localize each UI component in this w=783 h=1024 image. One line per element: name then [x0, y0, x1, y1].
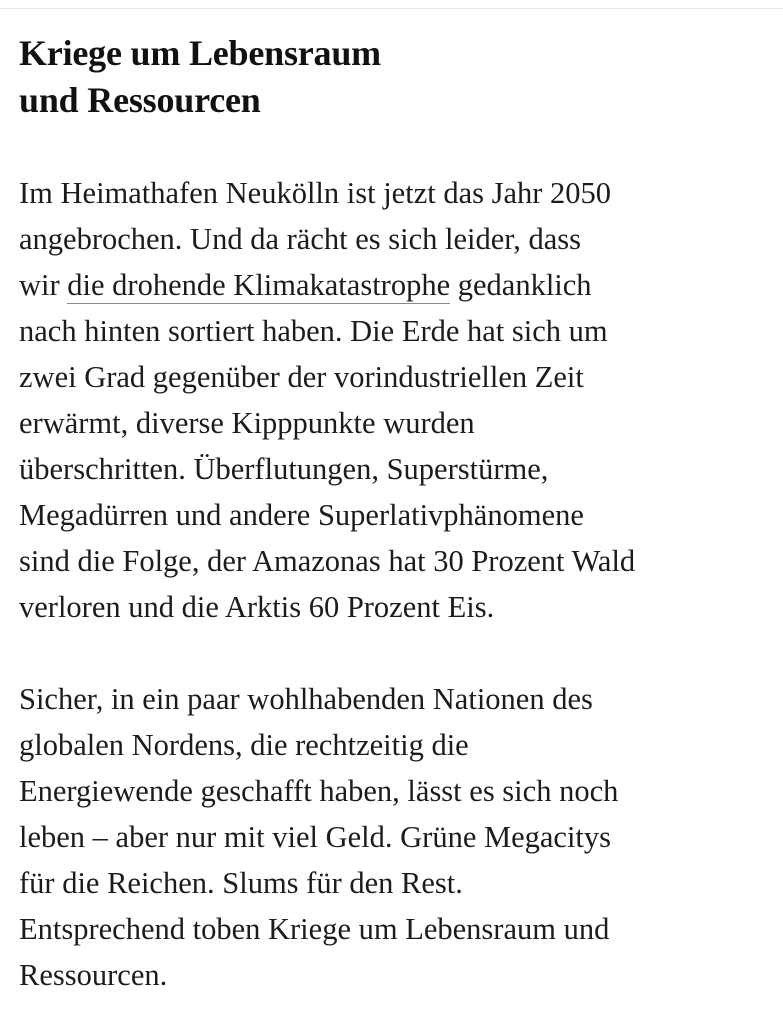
text-line: Im Heimathafen Neukölln ist jetzt das Jahr 2050 — [19, 176, 612, 210]
text-line: erwärmt, diverse Kipppunkte wurden — [19, 406, 475, 440]
text-line: für die Reichen. Slums für den Rest. — [19, 866, 463, 900]
text-line: Energiewende geschafft haben, lässt es sich noch — [19, 774, 619, 808]
text-line: Megadürren und andere Superlativphänomene — [19, 498, 584, 532]
climate-catastrophe-link[interactable]: die drohende Klimakatastrophe — [67, 268, 451, 302]
article-body — [19, 30, 769, 998]
top-divider — [0, 8, 783, 9]
headline-line: Kriege um Lebensraum — [19, 33, 381, 73]
section-headline — [19, 30, 769, 124]
text-line: Sicher, in ein paar wohlhabenden Nationen des — [19, 682, 593, 716]
text-line: sind die Folge, der Amazonas hat 30 Prozent Wald — [19, 544, 636, 578]
paragraph-1 — [19, 170, 769, 630]
text-line: angebrochen. Und da rächt es sich leider, dass — [19, 222, 581, 256]
paragraph-2 — [19, 676, 769, 998]
text-line: globalen Nordens, die rechtzeitig die — [19, 728, 469, 762]
text-line: leben – aber nur mit viel Geld. Grüne Megacitys — [19, 820, 612, 854]
text-line: zwei Grad gegenüber der vorindustriellen Zeit — [19, 360, 584, 394]
text-line: Entsprechend toben Kriege um Lebensraum und — [19, 912, 610, 946]
text-fragment: wir — [19, 268, 68, 302]
text-line: überschritten. Überflutungen, Superstürme, — [19, 452, 549, 486]
text-line: Ressourcen. — [19, 958, 168, 992]
text-line-with-link — [19, 262, 769, 308]
text-line: nach hinten sortiert haben. Die Erde hat sich um — [19, 314, 608, 348]
headline-line: und Ressourcen — [19, 80, 261, 120]
text-line: verloren und die Arktis 60 Prozent Eis. — [19, 590, 495, 624]
text-fragment: gedanklich — [450, 268, 592, 302]
